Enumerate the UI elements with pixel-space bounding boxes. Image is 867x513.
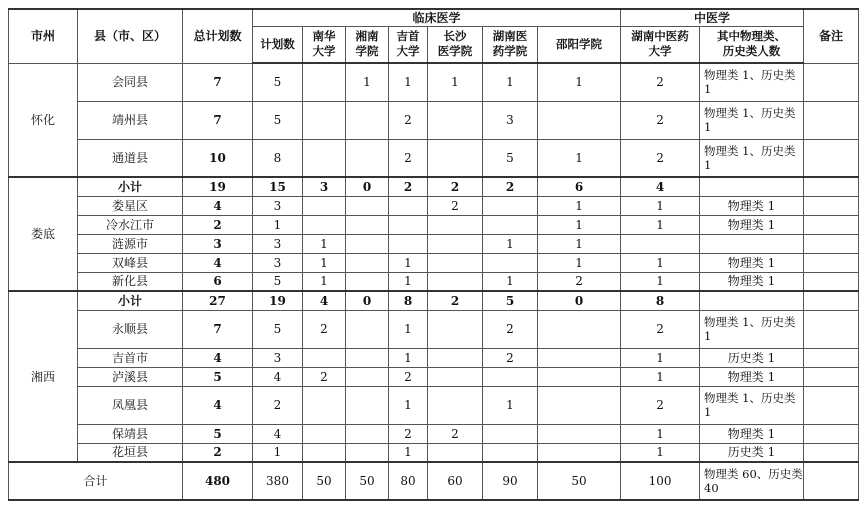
cell-total: 19 — [183, 177, 253, 196]
cell-plan: 15 — [253, 177, 303, 196]
cell-phys-hist: 物理类 1 — [700, 215, 804, 234]
cell-jishou: 1 — [389, 443, 428, 462]
cell-jishou: 2 — [389, 101, 428, 139]
cell-tcm: 2 — [621, 310, 700, 348]
cell-hunan-med — [483, 196, 538, 215]
cell-tcm: 2 — [621, 101, 700, 139]
cell-hunan-med: 1 — [483, 234, 538, 253]
cell-jishou: 8 — [389, 291, 428, 310]
cell-changsha: 2 — [428, 177, 483, 196]
cell-county: 吉首市 — [78, 348, 183, 367]
cell-jishou: 2 — [389, 367, 428, 386]
cell-phys-hist: 物理类 1 — [700, 253, 804, 272]
table-row — [9, 196, 859, 215]
cell-total: 5 — [183, 424, 253, 443]
cell-shaoyang — [538, 348, 621, 367]
cell-jishou: 1 — [389, 272, 428, 291]
cell-remarks — [804, 215, 859, 234]
cell-total: 2 — [183, 443, 253, 462]
cell-xiangnan — [346, 215, 389, 234]
cell-shaoyang — [538, 424, 621, 443]
cell-plan: 5 — [253, 272, 303, 291]
cell-nanhua: 1 — [303, 234, 346, 253]
cell-hunan-med — [483, 253, 538, 272]
cell-nanhua: 2 — [303, 367, 346, 386]
cell-phys-hist: 物理类 1、历史类 1 — [700, 63, 804, 101]
cell-remarks — [804, 101, 859, 139]
cell-county: 花垣县 — [78, 443, 183, 462]
cell-jishou: 1 — [389, 63, 428, 101]
cell-changsha — [428, 443, 483, 462]
cell-remarks — [804, 139, 859, 177]
table-row — [9, 443, 859, 462]
header-county: 县（市、区） — [78, 9, 183, 63]
cell-plan: 5 — [253, 63, 303, 101]
cell-remarks — [804, 63, 859, 101]
cell-phys-hist: 历史类 1 — [700, 443, 804, 462]
total-nanhua: 50 — [303, 462, 346, 500]
cell-county: 冷水江市 — [78, 215, 183, 234]
cell-nanhua — [303, 348, 346, 367]
cell-changsha — [428, 139, 483, 177]
cell-county: 靖州县 — [78, 101, 183, 139]
cell-remarks — [804, 386, 859, 424]
cell-changsha — [428, 348, 483, 367]
cell-county: 泸溪县 — [78, 367, 183, 386]
total-phys-hist: 物理类 60、历史类 40 — [700, 462, 804, 500]
cell-hunan-med: 3 — [483, 101, 538, 139]
cell-nanhua: 2 — [303, 310, 346, 348]
cell-xiangnan — [346, 234, 389, 253]
cell-changsha — [428, 234, 483, 253]
cell-phys-hist: 物理类 1 — [700, 196, 804, 215]
cell-remarks — [804, 348, 859, 367]
cell-xiangnan — [346, 443, 389, 462]
table-row — [9, 291, 859, 310]
cell-plan: 5 — [253, 101, 303, 139]
quota-table — [8, 8, 859, 501]
cell-plan: 3 — [253, 348, 303, 367]
cell-shaoyang — [538, 367, 621, 386]
table-row — [9, 367, 859, 386]
cell-hunan-med: 1 — [483, 63, 538, 101]
cell-nanhua: 4 — [303, 291, 346, 310]
total-remarks — [804, 462, 859, 500]
header-plan-count: 计划数 — [253, 26, 303, 63]
cell-plan: 1 — [253, 215, 303, 234]
cell-total: 4 — [183, 348, 253, 367]
cell-phys-hist: 物理类 1 — [700, 424, 804, 443]
table-row — [9, 234, 859, 253]
cell-xiangnan — [346, 139, 389, 177]
cell-changsha: 2 — [428, 424, 483, 443]
cell-plan: 5 — [253, 310, 303, 348]
cell-tcm: 2 — [621, 63, 700, 101]
cell-xiangnan — [346, 367, 389, 386]
cell-tcm: 1 — [621, 196, 700, 215]
cell-tcm: 4 — [621, 177, 700, 196]
cell-total: 7 — [183, 310, 253, 348]
cell-shaoyang: 1 — [538, 139, 621, 177]
table-row — [9, 348, 859, 367]
cell-phys-hist: 物理类 1 — [700, 272, 804, 291]
cell-hunan-med — [483, 443, 538, 462]
cell-county: 会同县 — [78, 63, 183, 101]
cell-changsha: 2 — [428, 196, 483, 215]
header-tcm-group: 中医学 — [621, 9, 804, 26]
cell-jishou — [389, 196, 428, 215]
cell-plan: 3 — [253, 196, 303, 215]
table-row — [9, 215, 859, 234]
cell-remarks — [804, 272, 859, 291]
header-phys-hist: 其中物理类、 历史类人数 — [700, 26, 804, 63]
cell-remarks — [804, 253, 859, 272]
cell-hunan-med — [483, 367, 538, 386]
cell-shaoyang — [538, 310, 621, 348]
cell-nanhua — [303, 139, 346, 177]
cell-jishou — [389, 215, 428, 234]
cell-remarks — [804, 196, 859, 215]
total-changsha: 60 — [428, 462, 483, 500]
cell-hunan-med: 2 — [483, 177, 538, 196]
table-row — [9, 272, 859, 291]
cell-xiangnan: 1 — [346, 63, 389, 101]
cell-county: 永顺县 — [78, 310, 183, 348]
cell-county: 涟源市 — [78, 234, 183, 253]
cell-xiangnan — [346, 310, 389, 348]
cell-hunan-med — [483, 424, 538, 443]
cell-nanhua: 1 — [303, 253, 346, 272]
cell-total: 6 — [183, 272, 253, 291]
cell-total: 4 — [183, 196, 253, 215]
cell-tcm: 1 — [621, 443, 700, 462]
cell-hunan-med: 1 — [483, 386, 538, 424]
cell-plan: 4 — [253, 367, 303, 386]
cell-nanhua — [303, 443, 346, 462]
header-remarks: 备注 — [804, 9, 859, 63]
region-cell: 湘西 — [9, 291, 78, 462]
header-jishou: 吉首 大学 — [389, 26, 428, 63]
cell-changsha — [428, 310, 483, 348]
total-plan: 380 — [253, 462, 303, 500]
cell-changsha — [428, 215, 483, 234]
cell-nanhua: 1 — [303, 272, 346, 291]
cell-plan: 2 — [253, 386, 303, 424]
header-changsha: 长沙 医学院 — [428, 26, 483, 63]
cell-shaoyang: 2 — [538, 272, 621, 291]
region-cell: 娄底 — [9, 177, 78, 291]
cell-total: 4 — [183, 386, 253, 424]
cell-shaoyang — [538, 443, 621, 462]
cell-county: 保靖县 — [78, 424, 183, 443]
cell-county: 小计 — [78, 177, 183, 196]
cell-shaoyang: 0 — [538, 291, 621, 310]
cell-xiangnan: 0 — [346, 177, 389, 196]
cell-remarks — [804, 367, 859, 386]
cell-plan: 8 — [253, 139, 303, 177]
cell-tcm: 1 — [621, 215, 700, 234]
cell-jishou: 2 — [389, 424, 428, 443]
cell-county: 凤凰县 — [78, 386, 183, 424]
cell-plan: 19 — [253, 291, 303, 310]
cell-total: 5 — [183, 367, 253, 386]
cell-shaoyang: 1 — [538, 253, 621, 272]
cell-remarks — [804, 443, 859, 462]
table-row — [9, 386, 859, 424]
cell-changsha: 2 — [428, 291, 483, 310]
cell-remarks — [804, 424, 859, 443]
cell-county: 娄星区 — [78, 196, 183, 215]
cell-total: 2 — [183, 215, 253, 234]
cell-changsha — [428, 272, 483, 291]
total-hunan-med: 90 — [483, 462, 538, 500]
cell-tcm: 1 — [621, 367, 700, 386]
header-nanhua: 南华 大学 — [303, 26, 346, 63]
cell-shaoyang — [538, 386, 621, 424]
table-row — [9, 177, 859, 196]
cell-tcm: 1 — [621, 272, 700, 291]
cell-jishou: 1 — [389, 386, 428, 424]
cell-total: 4 — [183, 253, 253, 272]
cell-remarks — [804, 310, 859, 348]
cell-phys-hist — [700, 234, 804, 253]
total-total: 480 — [183, 462, 253, 500]
cell-remarks — [804, 177, 859, 196]
cell-shaoyang — [538, 101, 621, 139]
table-row — [9, 139, 859, 177]
cell-county: 新化县 — [78, 272, 183, 291]
table-row — [9, 63, 859, 101]
cell-shaoyang: 1 — [538, 196, 621, 215]
cell-nanhua — [303, 63, 346, 101]
cell-phys-hist: 物理类 1 — [700, 367, 804, 386]
cell-remarks — [804, 291, 859, 310]
cell-total: 7 — [183, 101, 253, 139]
page — [8, 8, 858, 501]
cell-county: 通道县 — [78, 139, 183, 177]
cell-xiangnan — [346, 196, 389, 215]
header-shaoyang: 邵阳学院 — [538, 26, 621, 63]
cell-shaoyang: 1 — [538, 234, 621, 253]
header-hunan-med: 湖南医 药学院 — [483, 26, 538, 63]
cell-total: 3 — [183, 234, 253, 253]
cell-xiangnan — [346, 386, 389, 424]
cell-phys-hist: 物理类 1、历史类 1 — [700, 139, 804, 177]
header-hunan-tcm: 湖南中医药 大学 — [621, 26, 700, 63]
cell-hunan-med: 5 — [483, 291, 538, 310]
table-row — [9, 253, 859, 272]
cell-jishou: 1 — [389, 310, 428, 348]
total-shaoyang: 50 — [538, 462, 621, 500]
cell-jishou — [389, 234, 428, 253]
cell-xiangnan — [346, 101, 389, 139]
cell-changsha — [428, 367, 483, 386]
header-total-plan: 总计划数 — [183, 9, 253, 63]
cell-xiangnan — [346, 253, 389, 272]
region-cell: 怀化 — [9, 63, 78, 177]
cell-xiangnan — [346, 424, 389, 443]
cell-jishou: 2 — [389, 139, 428, 177]
cell-changsha: 1 — [428, 63, 483, 101]
cell-remarks — [804, 234, 859, 253]
cell-nanhua — [303, 196, 346, 215]
cell-tcm: 2 — [621, 386, 700, 424]
table-row — [9, 310, 859, 348]
cell-tcm: 2 — [621, 139, 700, 177]
cell-nanhua: 3 — [303, 177, 346, 196]
total-label: 合计 — [9, 462, 183, 500]
cell-hunan-med — [483, 215, 538, 234]
cell-nanhua — [303, 215, 346, 234]
cell-county: 小计 — [78, 291, 183, 310]
total-jishou: 80 — [389, 462, 428, 500]
cell-xiangnan — [346, 348, 389, 367]
cell-county: 双峰县 — [78, 253, 183, 272]
cell-nanhua — [303, 424, 346, 443]
cell-changsha — [428, 386, 483, 424]
total-tcm: 100 — [621, 462, 700, 500]
cell-shaoyang: 6 — [538, 177, 621, 196]
header-xiangnan: 湘南 学院 — [346, 26, 389, 63]
cell-tcm — [621, 234, 700, 253]
table-row — [9, 101, 859, 139]
cell-tcm: 1 — [621, 253, 700, 272]
total-xiangnan: 50 — [346, 462, 389, 500]
cell-plan: 3 — [253, 234, 303, 253]
table-row — [9, 424, 859, 443]
cell-tcm: 1 — [621, 348, 700, 367]
cell-nanhua — [303, 101, 346, 139]
cell-hunan-med: 5 — [483, 139, 538, 177]
cell-total: 10 — [183, 139, 253, 177]
cell-phys-hist: 历史类 1 — [700, 348, 804, 367]
cell-total: 27 — [183, 291, 253, 310]
cell-shaoyang: 1 — [538, 63, 621, 101]
cell-phys-hist: 物理类 1、历史类 1 — [700, 101, 804, 139]
cell-phys-hist: 物理类 1、历史类 1 — [700, 310, 804, 348]
cell-jishou: 1 — [389, 253, 428, 272]
cell-phys-hist: 物理类 1、历史类 1 — [700, 386, 804, 424]
cell-tcm: 1 — [621, 424, 700, 443]
cell-phys-hist — [700, 291, 804, 310]
cell-tcm: 8 — [621, 291, 700, 310]
cell-xiangnan — [346, 272, 389, 291]
cell-hunan-med: 2 — [483, 348, 538, 367]
header-city: 市州 — [9, 9, 78, 63]
cell-total: 7 — [183, 63, 253, 101]
cell-changsha — [428, 101, 483, 139]
cell-hunan-med: 1 — [483, 272, 538, 291]
cell-xiangnan: 0 — [346, 291, 389, 310]
cell-shaoyang: 1 — [538, 215, 621, 234]
cell-jishou: 1 — [389, 348, 428, 367]
cell-hunan-med: 2 — [483, 310, 538, 348]
cell-nanhua — [303, 386, 346, 424]
header-clinical-group: 临床医学 — [253, 9, 621, 26]
cell-plan: 4 — [253, 424, 303, 443]
cell-plan: 3 — [253, 253, 303, 272]
total-row — [9, 462, 859, 500]
cell-phys-hist — [700, 177, 804, 196]
cell-changsha — [428, 253, 483, 272]
cell-plan: 1 — [253, 443, 303, 462]
cell-jishou: 2 — [389, 177, 428, 196]
